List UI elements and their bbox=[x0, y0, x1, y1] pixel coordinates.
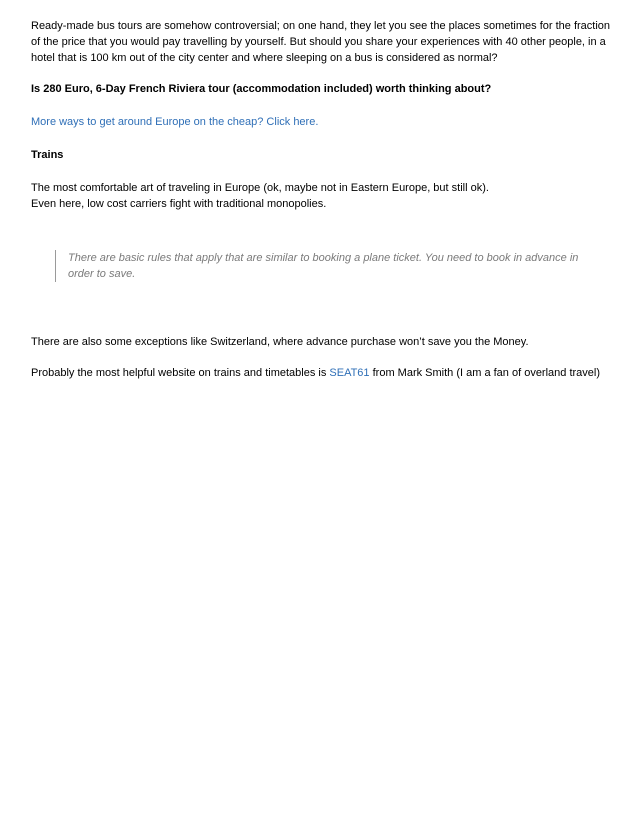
seat61-text-after: from Mark Smith (I am a fan of overland travel) bbox=[369, 367, 601, 379]
seat61-text-before: Probably the most helpful website on trains and timetables is bbox=[31, 367, 330, 379]
seat61-link[interactable]: SEAT61 bbox=[329, 367, 370, 379]
exceptions-paragraph: There are also some exceptions like Switzerland, where advance purchase won’t save you the Money. bbox=[31, 336, 529, 348]
intro-paragraph: Ready-made bus tours are somehow controversial; on one hand, they let you see the places sometimes for the fraction of the price that you would pay travelling by yourself. But should you share your experiences with 40 other people, in a hotel that is 100 km out of the city center and where sleeping on a bus is considered as normal? bbox=[31, 20, 611, 64]
more-ways-paragraph bbox=[31, 114, 618, 130]
trains-paragraph bbox=[31, 180, 618, 212]
blockquote: There are basic rules that apply that are similar to booking a plane ticket. You need to book in advance in order to save. bbox=[55, 250, 586, 282]
trains-line-2: Even here, low cost carriers fight with traditional monopolies. bbox=[31, 198, 327, 210]
question-paragraph: Is 280 Euro, 6-Day French Riviera tour (accommodation included) worth thinking about? bbox=[31, 83, 492, 95]
trains-heading: Trains bbox=[31, 149, 64, 161]
trains-line-1: The most comfortable art of traveling in Europe (ok, maybe not in Eastern Europe, but still ok). bbox=[31, 182, 489, 194]
seat61-paragraph bbox=[31, 365, 618, 381]
more-ways-link[interactable]: More ways to get around Europe on the cheap? Click here. bbox=[31, 116, 319, 128]
